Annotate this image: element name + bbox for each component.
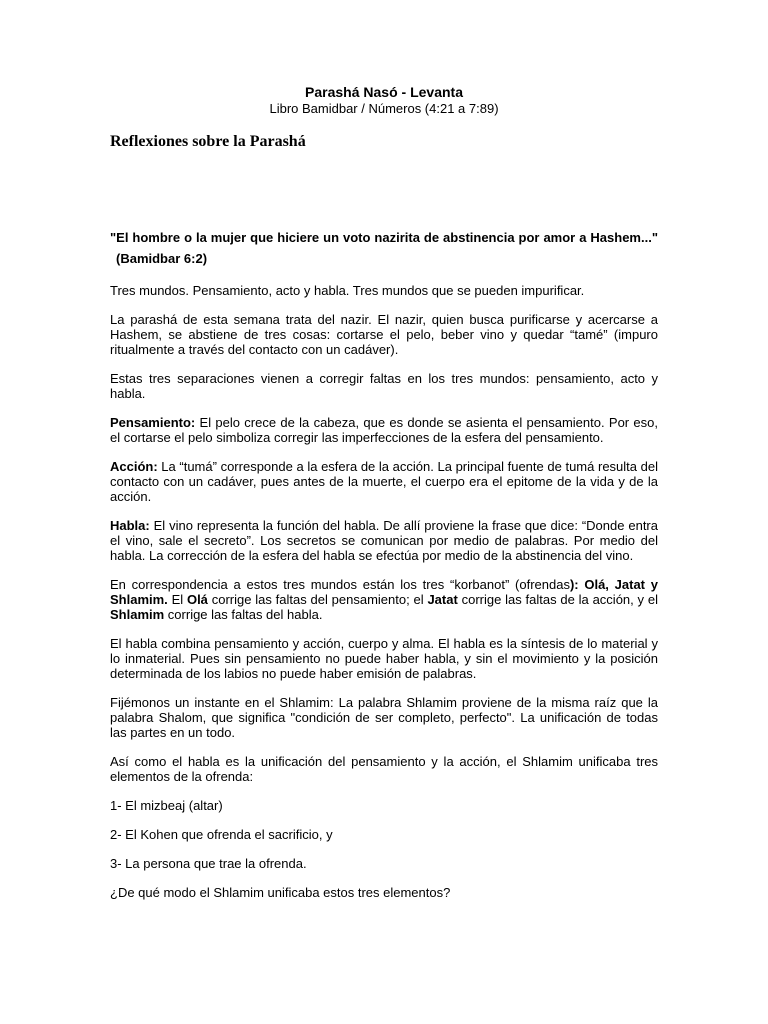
label-habla: Habla:	[110, 518, 150, 533]
korbanot-ola: Olá	[186, 592, 208, 607]
korbanot-list: ): Olá, Jatat y Shlamim.	[110, 577, 658, 607]
paragraph-separaciones: Estas tres separaciones vienen a corregir faltas en los tres mundos: pensamiento, acto y habla.	[110, 371, 658, 401]
paragraph-habla	[110, 518, 658, 563]
opening-quote	[110, 227, 658, 269]
label-accion: Acción:	[110, 459, 158, 474]
paragraph-unificacion: Así como el habla es la unificación del pensamiento y la acción, el Shlamim unificaba tres elementos de la ofrenda:	[110, 754, 658, 784]
text-accion: La “tumá” corresponde a la esfera de la acción. La principal fuente de tumá resulta del contacto con un cadáver, pues antes de la muerte, el cuerpo era el epitome de la vida y de la acción.	[110, 459, 658, 504]
quote-text: "El hombre o la mujer que hiciere un voto nazirita de abstinencia por amor a Hashem..."	[110, 230, 658, 245]
quote-reference: (Bamidbar 6:2)	[116, 251, 208, 266]
section-heading: Reflexiones sobre la Parashá	[110, 133, 306, 150]
korbanot-intro: En correspondencia a estos tres mundos están los tres “korbanot” (ofrendas	[110, 577, 570, 592]
korbanot-text-3: corrige las faltas del habla.	[164, 607, 323, 622]
korbanot-shlamim: Shlamim	[110, 607, 165, 622]
korbanot-text-2: corrige las faltas de la acción, y el	[457, 592, 658, 607]
document-body	[110, 84, 658, 900]
paragraph-pensamiento	[110, 415, 658, 445]
paragraph-shlamim: Fijémonos un instante en el Shlamim: La palabra Shlamim proviene de la misma raíz que la palabra Shalom, que significa "condición de ser completo, perfecto". La unificación de todas las partes en un todo.	[110, 695, 658, 740]
paragraph-korbanot	[110, 577, 658, 622]
list-item-persona: 3- La persona que trae la ofrenda.	[110, 856, 307, 871]
label-pensamiento: Pensamiento:	[110, 415, 196, 430]
korbanot-jatat: Jatat	[427, 592, 458, 607]
paragraph-habla-combina: El habla combina pensamiento y acción, cuerpo y alma. El habla es la síntesis de lo material y lo inmaterial. Pues sin pensamiento no puede haber habla, y sin el movimiento y la posición determinada de los labios no puede haber emisión de palabras.	[110, 636, 658, 681]
text-habla: El vino representa la función del habla. De allí proviene la frase que dice: “Donde entra el vino, sale el secreto”. Los secretos se comunican por medio de palabras. Por medio del habla. La corrección de la esfera del habla se efectúa por medio de la abstinencia del vino.	[110, 518, 658, 563]
list-item-kohen: 2- El Kohen que ofrenda el sacrificio, y	[110, 827, 333, 842]
list-item-mizbeaj: 1- El mizbeaj (altar)	[110, 798, 223, 813]
closing-question: ¿De qué modo el Shlamim unificaba estos tres elementos?	[110, 885, 451, 900]
text-pensamiento: El pelo crece de la cabeza, que es donde se asienta el pensamiento. Por eso, el cortarse el pelo simboliza corregir las imperfecciones de la esfera del pensamiento.	[110, 415, 658, 445]
paragraph-nazir: La parashá de esta semana trata del nazir. El nazir, quien busca purificarse y acercarse a Hashem, se abstiene de tres cosas: cortarse el pelo, beber vino y quedar “tamé” (impuro ritualmente a través del contacto con un cadáver).	[110, 312, 658, 357]
paragraph-tres-mundos: Tres mundos. Pensamiento, acto y habla. Tres mundos que se pueden impurificar.	[110, 283, 585, 298]
document-subtitle: Libro Bamidbar / Números (4:21 a 7:89)	[269, 101, 499, 116]
korbanot-el-1: El	[167, 592, 187, 607]
document-title: Parashá Nasó - Levanta	[305, 84, 463, 100]
paragraph-accion	[110, 459, 658, 504]
korbanot-text-1: corrige las faltas del pensamiento; el	[207, 592, 428, 607]
